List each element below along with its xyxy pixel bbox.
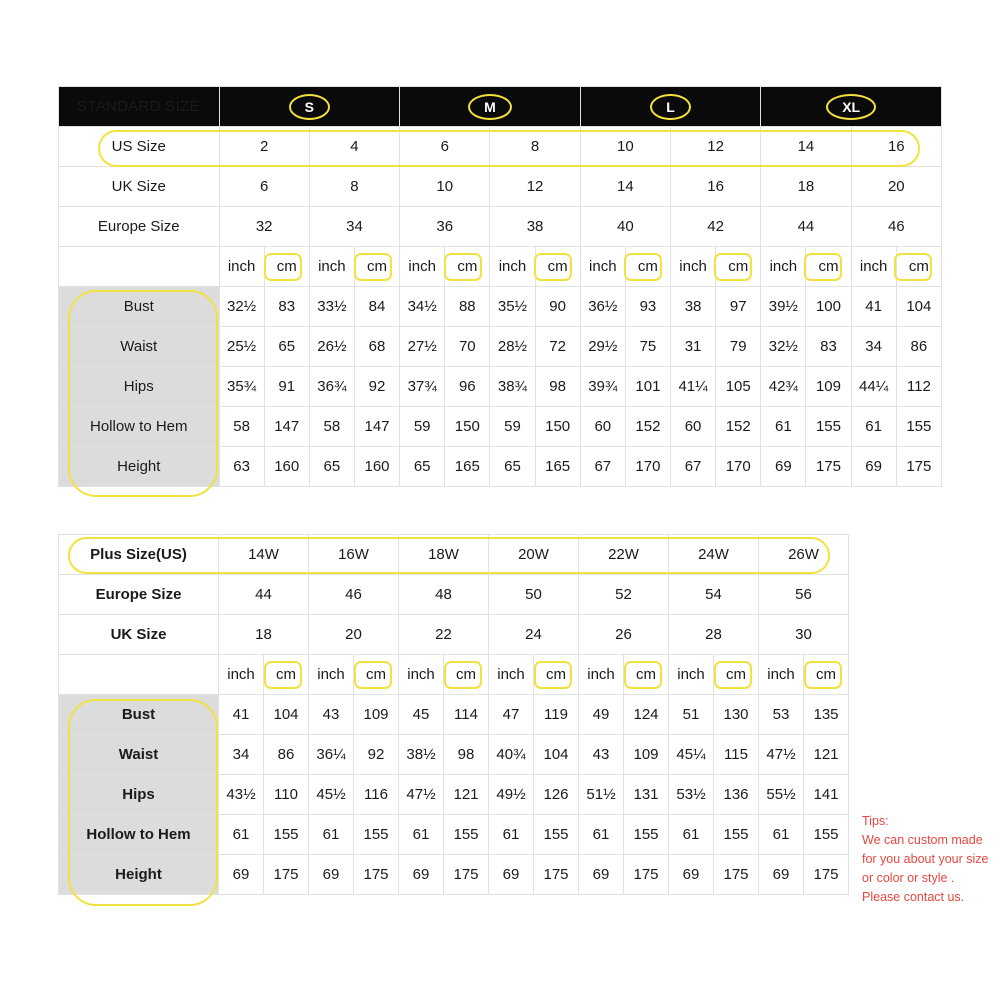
cell-value: 30 (759, 615, 849, 655)
cell-value: 109 (806, 367, 851, 407)
cell-value: 105 (716, 367, 761, 407)
cell-value: 41¼ (671, 367, 716, 407)
cell-value: 46 (851, 207, 941, 247)
cell-value: 150 (535, 407, 580, 447)
unit-cell: cm (625, 247, 670, 287)
cell-value: 34 (219, 735, 264, 775)
cell-value: 32 (219, 207, 309, 247)
cell-value: 68 (354, 327, 399, 367)
row-label-waist: Waist (59, 735, 219, 775)
cell-value: 10 (580, 127, 670, 167)
cell-value: 93 (625, 287, 670, 327)
cell-value: 63 (219, 447, 264, 487)
row-label-bust: Bust (59, 287, 220, 327)
cell-value: 69 (309, 855, 354, 895)
cell-value: 69 (579, 855, 624, 895)
cell-value: 53½ (669, 775, 714, 815)
cell-value: 10 (400, 167, 490, 207)
unit-cell: cm (896, 247, 941, 287)
cell-value: 47 (489, 695, 534, 735)
cell-value: 34 (309, 207, 399, 247)
standard-title: STANDARD SIZE (59, 87, 220, 127)
cell-value: 88 (445, 287, 490, 327)
cell-value: 34 (851, 327, 896, 367)
unit-cell: inch (759, 655, 804, 695)
unit-cell: cm (264, 247, 309, 287)
standard-size-table-wrapper (58, 86, 942, 487)
cell-value: 36¾ (309, 367, 354, 407)
table-row (59, 535, 849, 575)
cell-value: 58 (309, 407, 354, 447)
cell-value: 114 (444, 695, 489, 735)
cell-value: 18 (219, 615, 309, 655)
cell-value: 175 (264, 855, 309, 895)
row-label-height: Height (59, 855, 219, 895)
table-row (59, 407, 942, 447)
cell-value: 38 (671, 287, 716, 327)
table-row (59, 815, 849, 855)
cell-value: 36½ (580, 287, 625, 327)
row-label-plus-size-us: Plus Size(US) (59, 535, 219, 575)
cell-value: 58 (219, 407, 264, 447)
cell-value: 32½ (761, 327, 806, 367)
cell-value: 65 (490, 447, 535, 487)
table-row (59, 855, 849, 895)
cell-value: 45½ (309, 775, 354, 815)
cell-value: 155 (264, 815, 309, 855)
cell-value: 69 (669, 855, 714, 895)
cell-value: 115 (714, 735, 759, 775)
unit-cell: inch (490, 247, 535, 287)
cell-value: 69 (219, 855, 264, 895)
unit-cell: inch (489, 655, 534, 695)
unit-cell: cm (804, 655, 849, 695)
cell-value: 27½ (400, 327, 445, 367)
tips-line-3: for you about your size (862, 852, 989, 866)
cell-value: 54 (669, 575, 759, 615)
cell-value: 51 (669, 695, 714, 735)
cell-value: 65 (264, 327, 309, 367)
cell-value: 22W (579, 535, 669, 575)
unit-cell: cm (354, 247, 399, 287)
cell-value: 90 (535, 287, 580, 327)
unit-cell: inch (399, 655, 444, 695)
cell-value: 69 (761, 447, 806, 487)
cell-value: 116 (354, 775, 399, 815)
cell-value: 34½ (400, 287, 445, 327)
cell-value: 101 (625, 367, 670, 407)
cell-value: 35¾ (219, 367, 264, 407)
cell-value: 42 (671, 207, 761, 247)
cell-value: 14 (761, 127, 851, 167)
cell-value: 32½ (219, 287, 264, 327)
cell-value: 165 (535, 447, 580, 487)
tips-line-4: or color or style . (862, 871, 955, 885)
cell-value: 36 (400, 207, 490, 247)
size-header-s (219, 87, 400, 127)
cell-value: 61 (851, 407, 896, 447)
size-header-l (580, 87, 761, 127)
cell-value: 175 (896, 447, 941, 487)
cell-value: 119 (534, 695, 579, 735)
cell-value: 135 (804, 695, 849, 735)
unit-cell: cm (534, 655, 579, 695)
cell-value: 155 (806, 407, 851, 447)
cell-value: 83 (264, 287, 309, 327)
unit-cell: inch (851, 247, 896, 287)
cell-value: 69 (851, 447, 896, 487)
row-label-us-size: US Size (59, 127, 220, 167)
table-row (59, 127, 942, 167)
row-label-hollow-to-hem: Hollow to Hem (59, 815, 219, 855)
cell-value: 155 (714, 815, 759, 855)
size-header-xl (761, 87, 942, 127)
cell-value: 35½ (490, 287, 535, 327)
cell-value: 109 (354, 695, 399, 735)
cell-value: 39¾ (580, 367, 625, 407)
cell-value: 152 (625, 407, 670, 447)
cell-value: 61 (309, 815, 354, 855)
unit-row-label (59, 247, 220, 287)
tips-line-2: We can custom made (862, 833, 983, 847)
cell-value: 83 (806, 327, 851, 367)
plus-size-table (58, 534, 849, 895)
unit-cell: cm (714, 655, 759, 695)
cell-value: 67 (580, 447, 625, 487)
unit-cell: inch (219, 247, 264, 287)
cell-value: 14W (219, 535, 309, 575)
cell-value: 56 (759, 575, 849, 615)
cell-value: 141 (804, 775, 849, 815)
cell-value: 41 (851, 287, 896, 327)
cell-value: 86 (896, 327, 941, 367)
cell-value: 6 (219, 167, 309, 207)
size-badge-s: S (289, 94, 330, 120)
cell-value: 20W (489, 535, 579, 575)
unit-cell: cm (624, 655, 669, 695)
cell-value: 131 (624, 775, 669, 815)
cell-value: 18W (399, 535, 489, 575)
cell-value: 152 (716, 407, 761, 447)
tips-note (862, 812, 992, 907)
cell-value: 155 (534, 815, 579, 855)
plus-size-table-wrapper (58, 534, 848, 895)
cell-value: 92 (354, 367, 399, 407)
cell-value: 2 (219, 127, 309, 167)
cell-value: 20 (851, 167, 941, 207)
cell-value: 49½ (489, 775, 534, 815)
cell-value: 38 (490, 207, 580, 247)
cell-value: 175 (804, 855, 849, 895)
row-label-hollow-to-hem: Hollow to Hem (59, 407, 220, 447)
cell-value: 61 (579, 815, 624, 855)
cell-value: 175 (714, 855, 759, 895)
cell-value: 6 (400, 127, 490, 167)
cell-value: 59 (400, 407, 445, 447)
cell-value: 42¾ (761, 367, 806, 407)
cell-value: 36¼ (309, 735, 354, 775)
cell-value: 100 (806, 287, 851, 327)
cell-value: 175 (354, 855, 399, 895)
cell-value: 48 (399, 575, 489, 615)
standard-size-table (58, 86, 942, 487)
unit-cell: inch (761, 247, 806, 287)
size-header-m (400, 87, 581, 127)
cell-value: 45¼ (669, 735, 714, 775)
cell-value: 147 (264, 407, 309, 447)
cell-value: 69 (759, 855, 804, 895)
cell-value: 147 (354, 407, 399, 447)
cell-value: 61 (399, 815, 444, 855)
cell-value: 175 (534, 855, 579, 895)
cell-value: 170 (625, 447, 670, 487)
cell-value: 155 (896, 407, 941, 447)
cell-value: 72 (535, 327, 580, 367)
cell-value: 86 (264, 735, 309, 775)
row-label-hips: Hips (59, 367, 220, 407)
cell-value: 45 (399, 695, 444, 735)
cell-value: 91 (264, 367, 309, 407)
unit-row (59, 247, 942, 287)
cell-value: 20 (309, 615, 399, 655)
cell-value: 12 (671, 127, 761, 167)
cell-value: 67 (671, 447, 716, 487)
unit-cell: inch (579, 655, 624, 695)
cell-value: 124 (624, 695, 669, 735)
size-badge-m: M (468, 94, 512, 120)
cell-value: 39½ (761, 287, 806, 327)
cell-value: 110 (264, 775, 309, 815)
cell-value: 46 (309, 575, 399, 615)
cell-value: 97 (716, 287, 761, 327)
cell-value: 47½ (399, 775, 444, 815)
cell-value: 160 (354, 447, 399, 487)
cell-value: 26½ (309, 327, 354, 367)
unit-cell: cm (444, 655, 489, 695)
cell-value: 104 (264, 695, 309, 735)
cell-value: 16W (309, 535, 399, 575)
unit-cell: inch (671, 247, 716, 287)
table-row (59, 207, 942, 247)
unit-cell: cm (716, 247, 761, 287)
cell-value: 43 (309, 695, 354, 735)
cell-value: 130 (714, 695, 759, 735)
cell-value: 60 (671, 407, 716, 447)
cell-value: 24W (669, 535, 759, 575)
cell-value: 26 (579, 615, 669, 655)
cell-value: 175 (624, 855, 669, 895)
standard-header-row (59, 87, 942, 127)
cell-value: 12 (490, 167, 580, 207)
cell-value: 16 (671, 167, 761, 207)
unit-cell: cm (535, 247, 580, 287)
cell-value: 40 (580, 207, 670, 247)
cell-value: 136 (714, 775, 759, 815)
cell-value: 98 (535, 367, 580, 407)
cell-value: 53 (759, 695, 804, 735)
cell-value: 92 (354, 735, 399, 775)
cell-value: 49 (579, 695, 624, 735)
cell-value: 65 (400, 447, 445, 487)
cell-value: 121 (444, 775, 489, 815)
cell-value: 28½ (490, 327, 535, 367)
cell-value: 155 (354, 815, 399, 855)
cell-value: 41 (219, 695, 264, 735)
cell-value: 150 (445, 407, 490, 447)
cell-value: 121 (804, 735, 849, 775)
table-row (59, 167, 942, 207)
cell-value: 4 (309, 127, 399, 167)
cell-value: 50 (489, 575, 579, 615)
row-label-bust: Bust (59, 695, 219, 735)
cell-value: 51½ (579, 775, 624, 815)
row-label-europe-size: Europe Size (59, 575, 219, 615)
cell-value: 8 (490, 127, 580, 167)
cell-value: 14 (580, 167, 670, 207)
size-badge-l: L (650, 94, 691, 120)
tips-line-1: Tips: (862, 814, 889, 828)
cell-value: 37¾ (400, 367, 445, 407)
cell-value: 44 (219, 575, 309, 615)
table-row (59, 575, 849, 615)
cell-value: 26W (759, 535, 849, 575)
row-label-waist: Waist (59, 327, 220, 367)
cell-value: 112 (896, 367, 941, 407)
cell-value: 28 (669, 615, 759, 655)
cell-value: 60 (580, 407, 625, 447)
cell-value: 43½ (219, 775, 264, 815)
table-row (59, 695, 849, 735)
cell-value: 16 (851, 127, 941, 167)
cell-value: 79 (716, 327, 761, 367)
cell-value: 18 (761, 167, 851, 207)
cell-value: 22 (399, 615, 489, 655)
cell-value: 61 (759, 815, 804, 855)
cell-value: 69 (399, 855, 444, 895)
table-row (59, 735, 849, 775)
cell-value: 104 (896, 287, 941, 327)
cell-value: 38¾ (490, 367, 535, 407)
unit-row-label (59, 655, 219, 695)
cell-value: 44¼ (851, 367, 896, 407)
cell-value: 52 (579, 575, 669, 615)
cell-value: 61 (761, 407, 806, 447)
unit-cell: inch (309, 247, 354, 287)
cell-value: 8 (309, 167, 399, 207)
table-row (59, 447, 942, 487)
cell-value: 84 (354, 287, 399, 327)
cell-value: 59 (490, 407, 535, 447)
unit-cell: cm (806, 247, 851, 287)
cell-value: 44 (761, 207, 851, 247)
cell-value: 65 (309, 447, 354, 487)
cell-value: 24 (489, 615, 579, 655)
cell-value: 47½ (759, 735, 804, 775)
cell-value: 170 (716, 447, 761, 487)
table-row (59, 775, 849, 815)
cell-value: 175 (444, 855, 489, 895)
cell-value: 70 (445, 327, 490, 367)
cell-value: 109 (624, 735, 669, 775)
row-label-height: Height (59, 447, 220, 487)
table-row (59, 287, 942, 327)
table-row (59, 367, 942, 407)
cell-value: 25½ (219, 327, 264, 367)
cell-value: 96 (445, 367, 490, 407)
tips-line-5: Please contact us. (862, 890, 965, 904)
unit-cell: cm (354, 655, 399, 695)
unit-cell: cm (264, 655, 309, 695)
size-badge-xl: XL (826, 94, 876, 120)
row-label-uk-size: UK Size (59, 615, 219, 655)
cell-value: 160 (264, 447, 309, 487)
row-label-hips: Hips (59, 775, 219, 815)
cell-value: 29½ (580, 327, 625, 367)
unit-cell: inch (669, 655, 714, 695)
cell-value: 175 (806, 447, 851, 487)
cell-value: 155 (804, 815, 849, 855)
cell-value: 104 (534, 735, 579, 775)
cell-value: 155 (624, 815, 669, 855)
table-row (59, 327, 942, 367)
unit-row (59, 655, 849, 695)
row-label-europe-size: Europe Size (59, 207, 220, 247)
cell-value: 165 (445, 447, 490, 487)
unit-cell: cm (445, 247, 490, 287)
cell-value: 55½ (759, 775, 804, 815)
unit-cell: inch (580, 247, 625, 287)
cell-value: 43 (579, 735, 624, 775)
cell-value: 33½ (309, 287, 354, 327)
unit-cell: inch (400, 247, 445, 287)
cell-value: 61 (669, 815, 714, 855)
cell-value: 38½ (399, 735, 444, 775)
unit-cell: inch (309, 655, 354, 695)
cell-value: 155 (444, 815, 489, 855)
cell-value: 126 (534, 775, 579, 815)
cell-value: 40¾ (489, 735, 534, 775)
row-label-uk-size: UK Size (59, 167, 220, 207)
cell-value: 69 (489, 855, 534, 895)
cell-value: 61 (489, 815, 534, 855)
cell-value: 31 (671, 327, 716, 367)
cell-value: 75 (625, 327, 670, 367)
cell-value: 61 (219, 815, 264, 855)
table-row (59, 615, 849, 655)
unit-cell: inch (219, 655, 264, 695)
cell-value: 98 (444, 735, 489, 775)
